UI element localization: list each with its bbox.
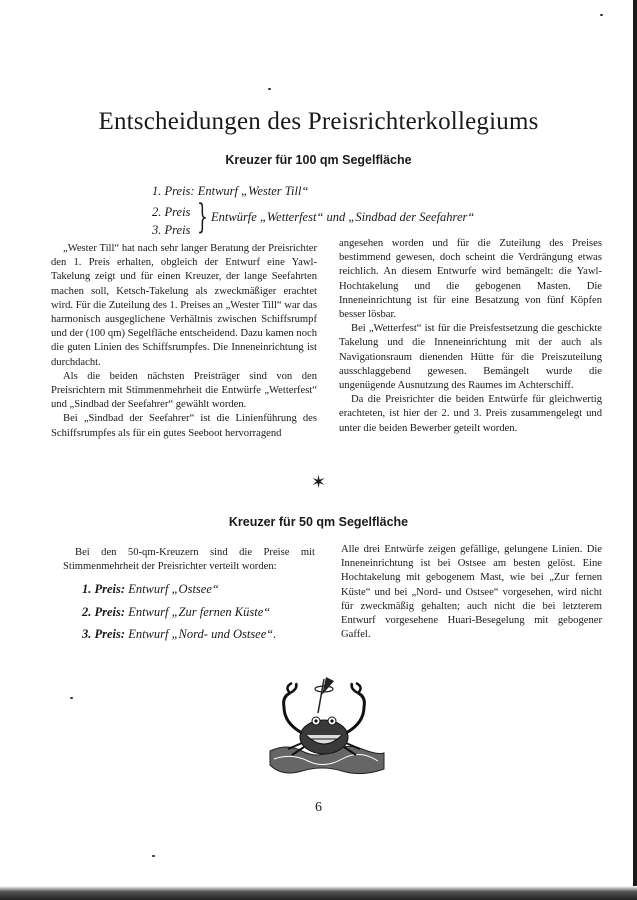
left-column-50qm xyxy=(63,546,315,574)
prize-text: Entwurf „Zur fernen Küste“ xyxy=(128,605,271,619)
paragraph: „Wester Till“ hat nach sehr langer Beratung der Preisrichter den 1. Preis erhalten, obgleich der Entwurf eine Yawl-Takelung zeigt und für einen Kreuzer, der lange Seefahrten machen soll, Ketsch-Takelung als zweckmäßiger erachtet wird. Für die Zuteilung des 1. Preises an „Wester Till“ war das harmonisch ausgeglichene Verhältnis zwischen Schiffsrumpf und der (100 qm) Segelfläche entscheidend. Dazu kamen noch die guten Linien des Schiffsrumpfes. Die Inneneinrichtung ist durchdacht. xyxy=(51,243,317,368)
scan-speck xyxy=(152,855,155,857)
prize-label: 1. Preis: xyxy=(152,184,195,198)
paragraph: Bei den 50-qm-Kreuzern sind die Preise mit Stimmenmehrheit der Preisrichter verteilt worden: xyxy=(63,547,315,573)
paragraph: Bei „Wetterfest“ ist für die Preisfestsetzung die geschickte Takelung und die Inneneinrichtung mit der auch als Navigationsraum dienenden Hütte für die Preiszuteilung ausschlaggebend gewesen. Bemängelt wurde die ungenügende Ausnutzung des Raumes im Achterschiff. xyxy=(339,323,602,392)
crab-with-mast-icon xyxy=(262,673,388,785)
right-column-50qm xyxy=(341,543,602,642)
prize-label: 3. Preis xyxy=(152,223,191,237)
right-column-100qm xyxy=(339,237,602,436)
paragraph: Alle drei Entwürfe zeigen gefällige, gelungene Linien. Die Inneneinrichtung ist bei Ostsee am besten gelöst. Eine Hochtakelung mit gebogenem Mast, wie bei „Zur fernen Küste“ und bei „Nord- und Ostsee“ vorgesehen, wird nicht für zweckmäßig gehalten; auch nicht die bei letzterem Entwurf vorgesehene Huari-Besegelung mit gebogener Gaffel. xyxy=(341,544,602,641)
prize-50-line-1 xyxy=(82,582,219,597)
scan-edge-bottom xyxy=(0,886,637,900)
prize-text: Entwurf „Nord- und Ostsee“. xyxy=(128,627,277,641)
brace-icon: } xyxy=(197,197,208,237)
prize-text: Entwurf „Ostsee“ xyxy=(128,582,219,596)
paragraph: Als die beiden nächsten Preisträger sind von den Preisrichtern mit Stimmenmehrheit die Entwürfe „Wetterfest“ und „Sindbad der Seefahrer“ gewählt worden. xyxy=(51,370,317,411)
prize-text: Entwurf „Wester Till“ xyxy=(197,184,309,198)
scan-speck xyxy=(600,14,603,16)
prize-line-1 xyxy=(152,184,308,199)
asterisk-separator-icon: ✶ xyxy=(310,472,327,493)
page-title: Entscheidungen des Preisrichterkollegiums xyxy=(98,108,539,135)
shared-prize-text: Entwürfe „Wetterfest“ und „Sindbad der Seefahrer“ xyxy=(211,210,475,224)
left-column-100qm xyxy=(51,242,317,441)
paragraph: Da die Preisrichter die beiden Entwürfe für gleichwertig erachteten, ist hier der 2. und 3. Preis zusammengelegt und unter die beiden Bewerber geteilt worden. xyxy=(339,394,602,434)
section-heading-50qm: Kreuzer für 50 qm Segelfläche xyxy=(228,515,409,529)
prize-label: 2. Preis xyxy=(152,205,191,219)
prize-label: 3. Preis: xyxy=(82,627,126,641)
prize-50-line-2 xyxy=(82,605,270,620)
prize-50-line-3 xyxy=(82,627,276,642)
scan-edge-right xyxy=(633,0,637,900)
prize-line-3 xyxy=(152,223,190,238)
paragraph: angesehen worden und für die Zuteilung des Preises bestimmend gewesen, doch scheint die Verdrängung etwas reichlich. An diesem Entwurfe wird bemängelt: die Yawl-Hochtakelung und die gebogenen Masten. Die Inneneinrichtung ist für eine Besatzung von fünf Köpfen besser lösbar. xyxy=(339,238,602,321)
prize-label: 2. Preis: xyxy=(82,605,126,619)
page-number: 6 xyxy=(315,800,322,815)
prize-label: 1. Preis: xyxy=(82,582,126,596)
scan-speck xyxy=(70,697,73,699)
scan-speck xyxy=(268,88,271,90)
section-heading-100qm: Kreuzer für 100 qm Segelfläche xyxy=(225,153,412,167)
prize-line-2 xyxy=(152,205,190,220)
paragraph: Bei „Sindbad der Seefahrer“ ist die Linienführung des Schiffsrumpfes als für ein gutes Seeboot hervorragend xyxy=(51,413,317,439)
